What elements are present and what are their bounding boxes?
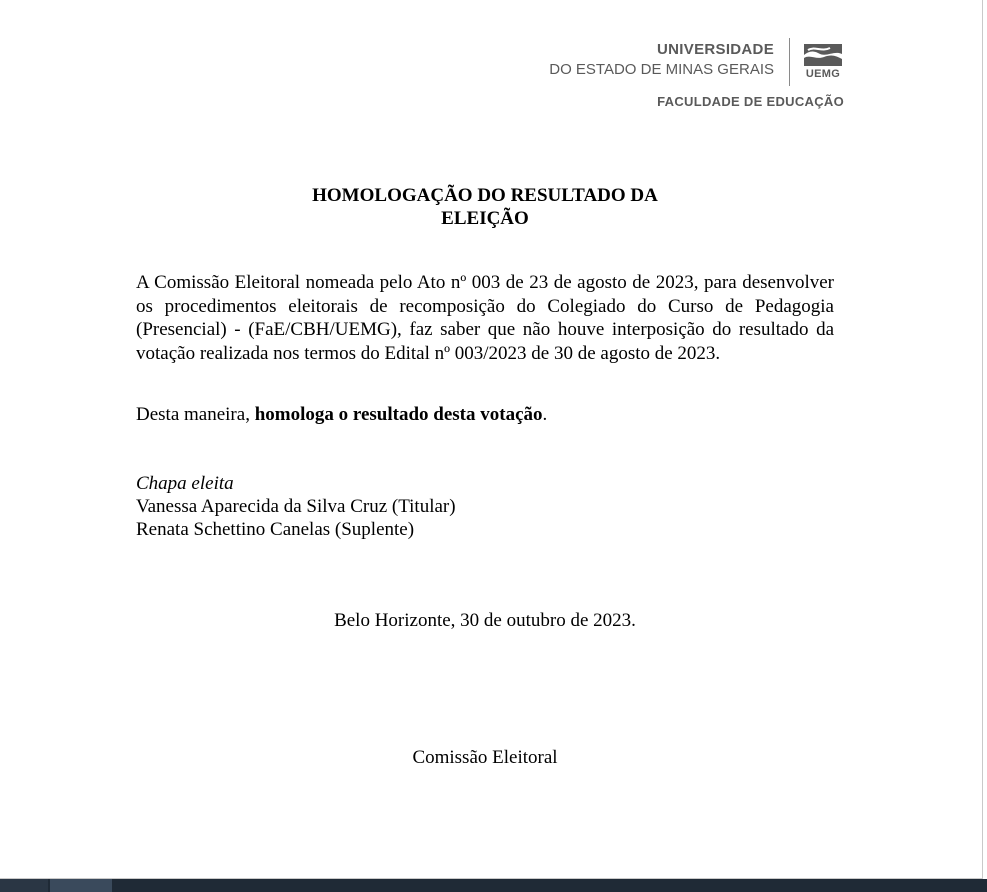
document-title-line1: HOMOLOGAÇÃO DO RESULTADO DA (312, 185, 658, 206)
elected-slate (136, 472, 834, 541)
paragraph-announcement: A Comissão Eleitoral nomeada pelo Ato nº 003 de 23 de agosto de 2023, para desenvolver os procedimentos eleitorais de recomposição do Colegiado do Curso de Pedagogia (Presencial) - (FaE/CBH/UEMG), faz saber que não houve interposição do resultado da votação realizada nos termos do Edital nº 003/2023 de 30 de agosto de 2023. (136, 272, 834, 364)
signature-line: Comissão Eleitoral (412, 747, 558, 768)
logo-divider (789, 38, 790, 86)
elected-slate-label: Chapa eleita (136, 473, 234, 494)
taskbar-active-app[interactable] (50, 879, 112, 892)
paragraph-homologation-suffix: . (542, 404, 548, 425)
document-title-line2: ELEIÇÃO (441, 208, 529, 229)
taskbar-start-button[interactable] (0, 879, 48, 892)
paragraph-homologation-prefix: Desta maneira, (136, 404, 255, 425)
faculty-name: FACULDADE DE EDUCAÇÃO (657, 94, 844, 109)
institution-header (524, 38, 844, 118)
paragraph-homologation-bold: homologa o resultado desta votação (254, 404, 543, 425)
logo-acronym: UEMG (805, 68, 841, 80)
os-taskbar (0, 879, 987, 892)
document-title (136, 184, 834, 230)
university-name (549, 40, 774, 80)
elected-member-titular: Vanessa Aparecida da Silva Cruz (Titular) (136, 496, 456, 517)
university-name-line1: UNIVERSIDADE (657, 41, 774, 58)
university-name-line2: DO ESTADO DE MINAS GERAIS (549, 61, 774, 78)
paragraph-homologation (136, 403, 834, 427)
elected-member-suplente: Renata Schettino Canelas (Suplente) (136, 519, 415, 540)
place-date: Belo Horizonte, 30 de outubro de 2023. (334, 610, 636, 631)
